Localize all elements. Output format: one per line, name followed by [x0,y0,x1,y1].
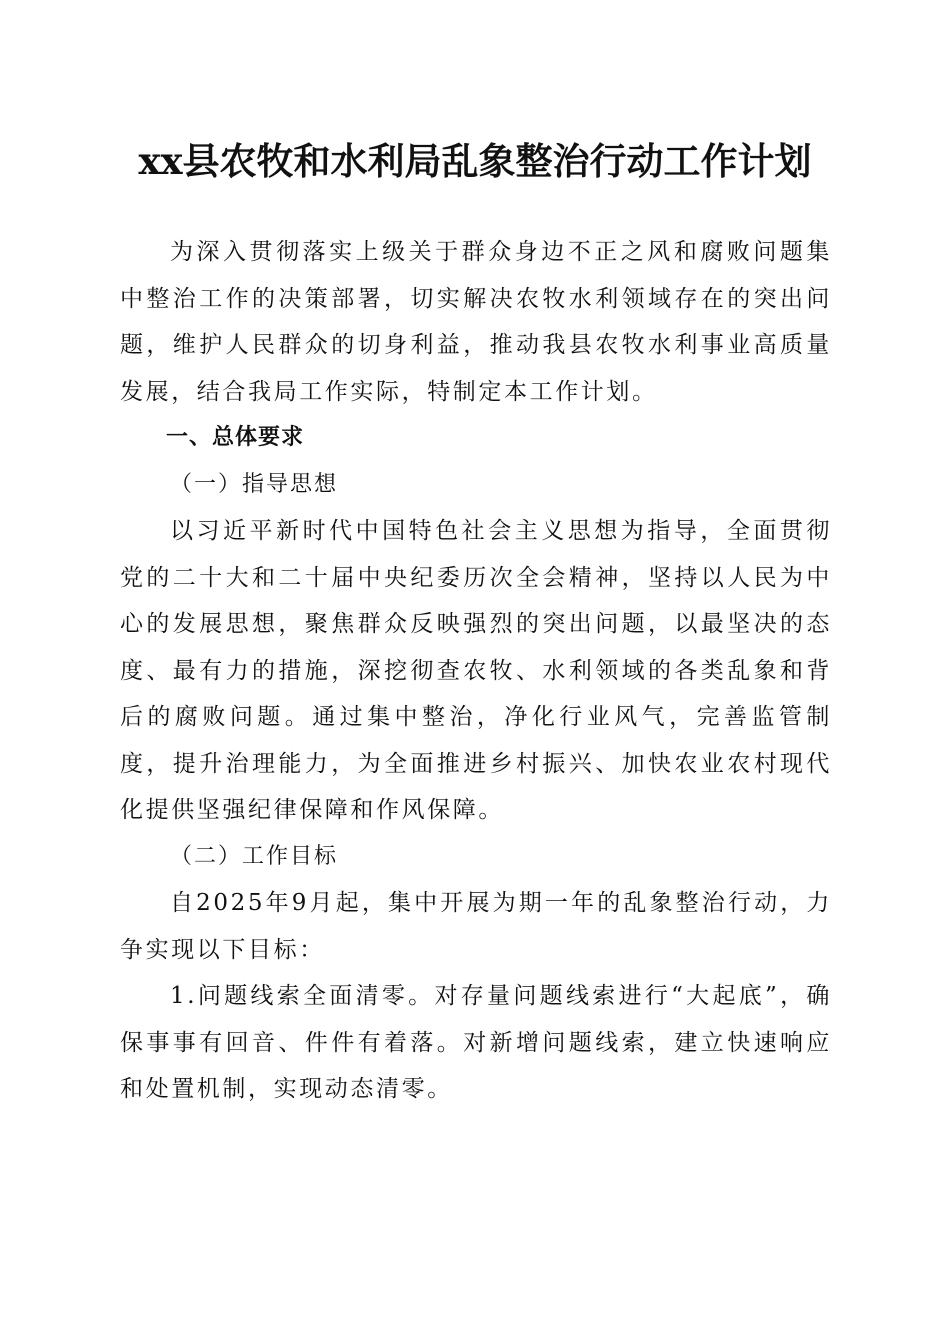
intro-paragraph: 为深入贯彻落实上级关于群众身边不正之风和腐败问题集中整治工作的决策部署，切实解决农牧水利领域存在的突出问题，维护人民群众的切身利益，推动我县农牧水利事业高质量发展，结合我局工作实际，特制定本工作计划。 [120,239,832,405]
goal-item-1: 1.问题线索全面清零。对存量问题线索进行“大起底”，确保事事有回音、件件有着落。对新增问题线索，建立快速响应和处置机制，实现动态清零。 [120,983,832,1102]
work-goals-paragraph: 自2025年9月起，集中开展为期一年的乱象整治行动，力争实现以下目标： [120,890,832,963]
subsection-heading-work-goals: （二）工作目标 [170,843,339,869]
document-title: xx县农牧和水利局乱象整治行动工作计划 [138,139,812,183]
section-heading-general-requirements: 一、总体要求 [166,425,305,450]
guiding-ideology-paragraph: 以习近平新时代中国特色社会主义思想为指导，全面贯彻党的二十大和二十届中央纪委历次全会精神，坚持以人民为中心的发展思想，聚焦群众反映强烈的突出问题，以最坚决的态度、最有力的措施，深挖彻查农牧、水利领域的各类乱象和背后的腐败问题。通过集中整治，净化行业风气，完善监管制度，提升治理能力，为全面推进乡村振兴、加快农业农村现代化提供坚强纪律保障和作风保障。 [120,518,832,823]
document-body [120,229,832,1113]
subsection-heading-guiding-ideology: （一）指导思想 [170,471,339,497]
